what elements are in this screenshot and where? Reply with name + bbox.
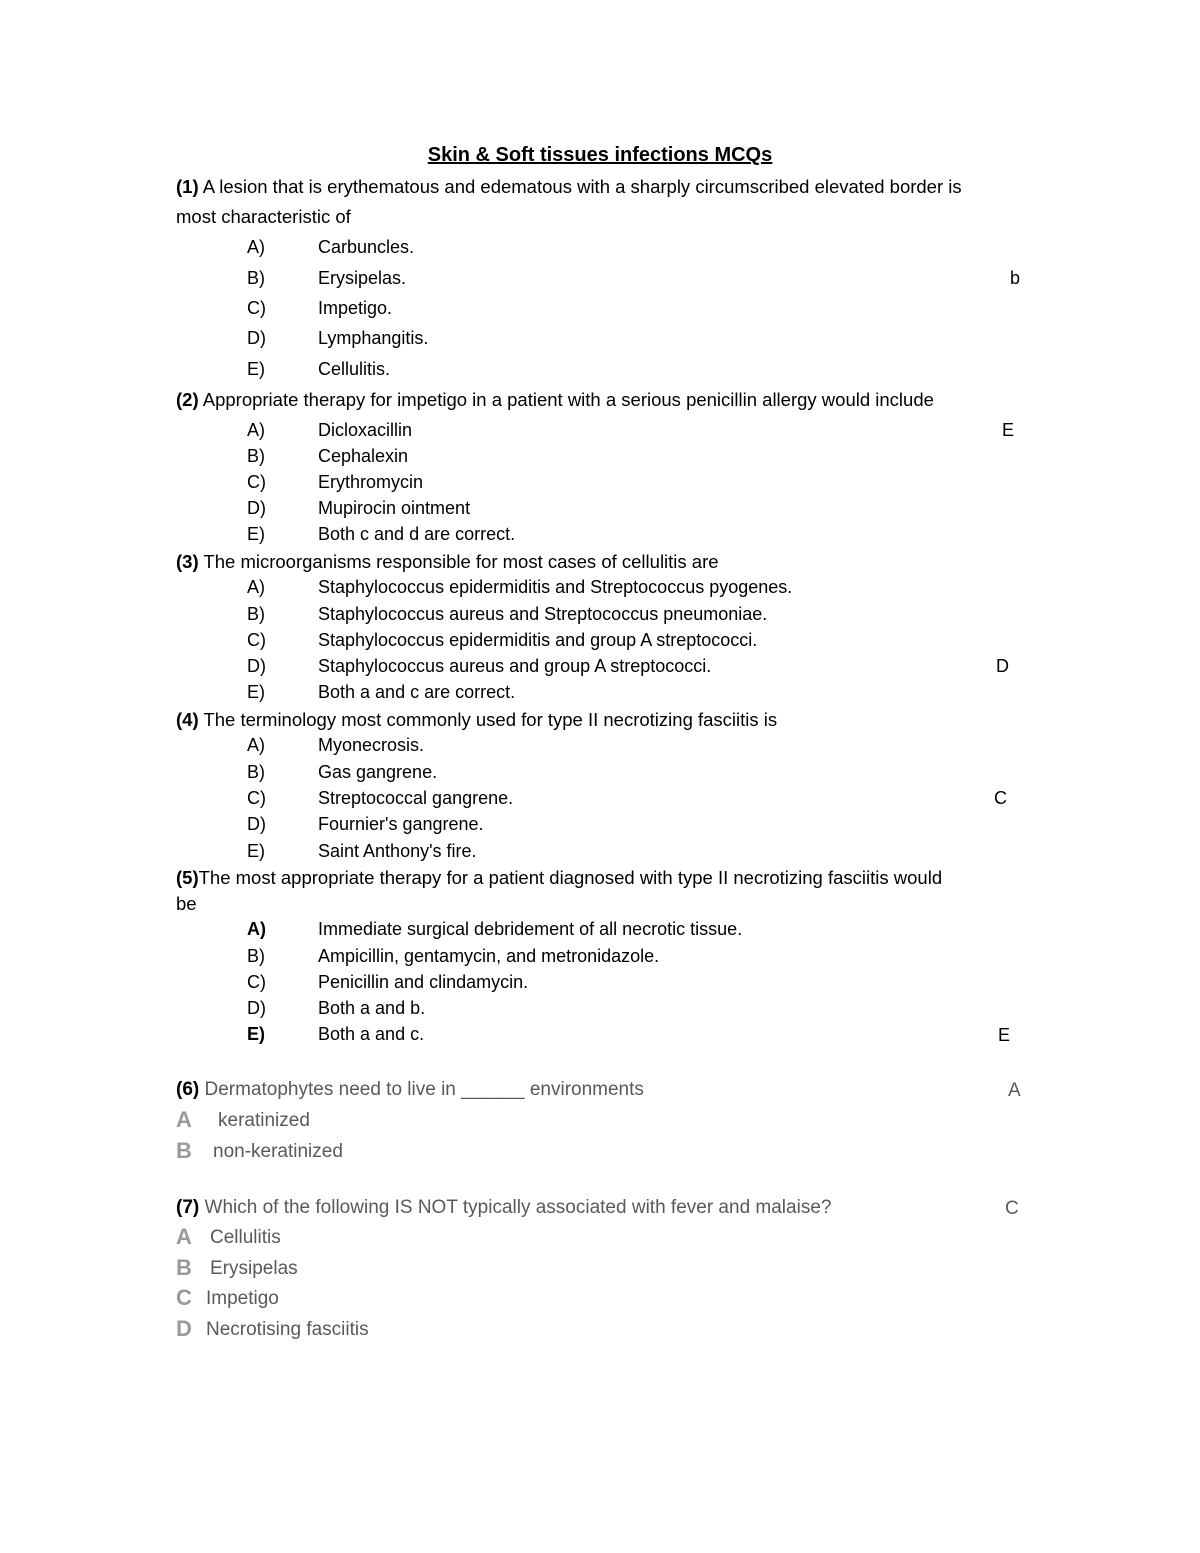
q5-option-letter-b: B) [247,946,265,966]
question-7-text: Which of the following IS NOT typically associated with fever and malaise? [199,1197,832,1218]
q4-option-letter-e: E) [247,841,265,861]
question-6-text: Dermatophytes need to live in ______ environments [199,1079,644,1100]
q2-option-letter-c: C) [247,472,266,492]
question-1-number: (1) [176,176,199,197]
question-2-text: Appropriate therapy for impetigo in a patient with a serious penicillin allergy would include [198,389,934,410]
q1-option-letter-a: A) [247,237,265,257]
question-3-number: (3) [176,551,199,572]
q7-option-letter-d: D [176,1316,192,1341]
q5-option-letter-e: E) [247,1024,265,1044]
q4-option-text-a: Myonecrosis. [318,735,425,755]
q3-option-text-b: Staphylococcus aureus and Streptococcus pneumoniae. [318,604,768,624]
q7-option-text-d: Necrotising fasciitis [206,1319,369,1340]
q4-option-text-b: Gas gangrene. [318,762,438,782]
q2-option-letter-a: A) [247,420,265,440]
q4-option-text-d: Fournier's gangrene. [318,814,484,834]
q2-option-text-e: Both c and d are correct. [318,524,516,544]
question-3-line-1 [176,551,719,573]
q2-option-text-c: Erythromycin [318,472,424,492]
q2-option-text-a: Dicloxacillin [318,420,413,440]
q7-option-text-c: Impetigo [206,1288,279,1309]
q7-option-letter-c: C [176,1285,192,1310]
q2-option-text-b: Cephalexin [318,446,409,466]
question-1-line-2: most characteristic of [176,206,351,227]
question-4-line-1 [176,709,777,731]
question-7-line-1 [176,1197,831,1219]
q5-option-text-a: Immediate surgical debridement of all necrotic tissue. [318,919,743,939]
q3-answer: D [996,656,1009,676]
q3-option-letter-e: E) [247,682,265,702]
q7-option-letter-a: A [176,1224,192,1249]
question-6-number: (6) [176,1079,200,1100]
q3-option-text-d: Staphylococcus aureus and group A streptococci. [318,656,712,676]
page-title: Skin & Soft tissues infections MCQs [427,144,773,166]
q7-option-text-a: Cellulitis [210,1227,281,1248]
q3-option-text-a: Staphylococcus epidermiditis and Streptococcus pyogenes. [318,577,793,597]
question-5-text: The most appropriate therapy for a patient diagnosed with type II necrotizing fasciitis would [198,867,943,888]
q2-option-letter-e: E) [247,524,265,544]
q1-option-letter-e: E) [247,359,265,379]
q1-answer: b [1010,268,1021,288]
q7-answer: C [1005,1198,1019,1219]
q4-option-letter-c: C) [247,788,266,808]
question-7-number: (7) [176,1197,200,1218]
q1-option-text-b: Erysipelas. [318,268,407,288]
q4-option-letter-a: A) [247,735,265,755]
q5-option-text-c: Penicillin and clindamycin. [318,972,529,992]
question-2-line-1 [176,389,934,411]
q1-option-text-c: Impetigo. [318,298,393,318]
q4-option-letter-d: D) [247,814,266,834]
question-2-number: (2) [176,389,199,410]
q2-option-letter-b: B) [247,446,265,466]
question-1-text: A lesion that is erythematous and edematous with a sharply circumscribed elevated border is [198,176,962,197]
q1-option-letter-b: B) [247,268,265,288]
q5-answer: E [998,1025,1011,1045]
q5-option-letter-c: C) [247,972,266,992]
question-5-number: (5) [176,867,199,888]
question-5-line-2: be [176,893,197,914]
q3-option-letter-c: C) [247,630,266,650]
question-5-line-1 [176,867,942,889]
question-4-text: The terminology most commonly used for type II necrotizing fasciitis is [198,709,778,730]
q5-option-text-e: Both a and c. [318,1024,425,1044]
q5-option-letter-d: D) [247,998,266,1018]
q1-option-text-d: Lymphangitis. [318,328,429,348]
q1-option-letter-d: D) [247,328,266,348]
question-1-line-1 [176,176,962,198]
q7-option-letter-b: B [176,1255,192,1280]
q1-option-text-a: Carbuncles. [318,237,415,257]
q2-option-text-d: Mupirocin ointment [318,498,471,518]
q5-option-text-b: Ampicillin, gentamycin, and metronidazole. [318,946,660,966]
question-3-text: The microorganisms responsible for most cases of cellulitis are [198,551,719,572]
question-6-line-1 [176,1079,644,1101]
q6-option-text-a: keratinized [218,1110,310,1131]
q7-option-text-b: Erysipelas [210,1258,298,1279]
q3-option-letter-b: B) [247,604,265,624]
q5-option-text-d: Both a and b. [318,998,426,1018]
question-4-number: (4) [176,709,199,730]
q4-option-text-c: Streptococcal gangrene. [318,788,514,808]
q1-option-text-e: Cellulitis. [318,359,391,379]
q4-option-letter-b: B) [247,762,265,782]
q1-option-letter-c: C) [247,298,266,318]
q6-option-text-b: non-keratinized [213,1141,343,1162]
q3-option-letter-d: D) [247,656,266,676]
q4-answer: C [994,788,1007,808]
q4-option-text-e: Saint Anthony's fire. [318,841,477,861]
q5-option-letter-a: A) [247,919,266,939]
q6-option-letter-a: A [176,1107,192,1132]
q3-option-letter-a: A) [247,577,265,597]
q6-option-letter-b: B [176,1138,192,1163]
q3-option-text-c: Staphylococcus epidermiditis and group A streptococci. [318,630,758,650]
q6-answer: A [1008,1080,1021,1101]
q3-option-text-e: Both a and c are correct. [318,682,516,702]
q2-answer: E [1002,420,1015,440]
q2-option-letter-d: D) [247,498,266,518]
